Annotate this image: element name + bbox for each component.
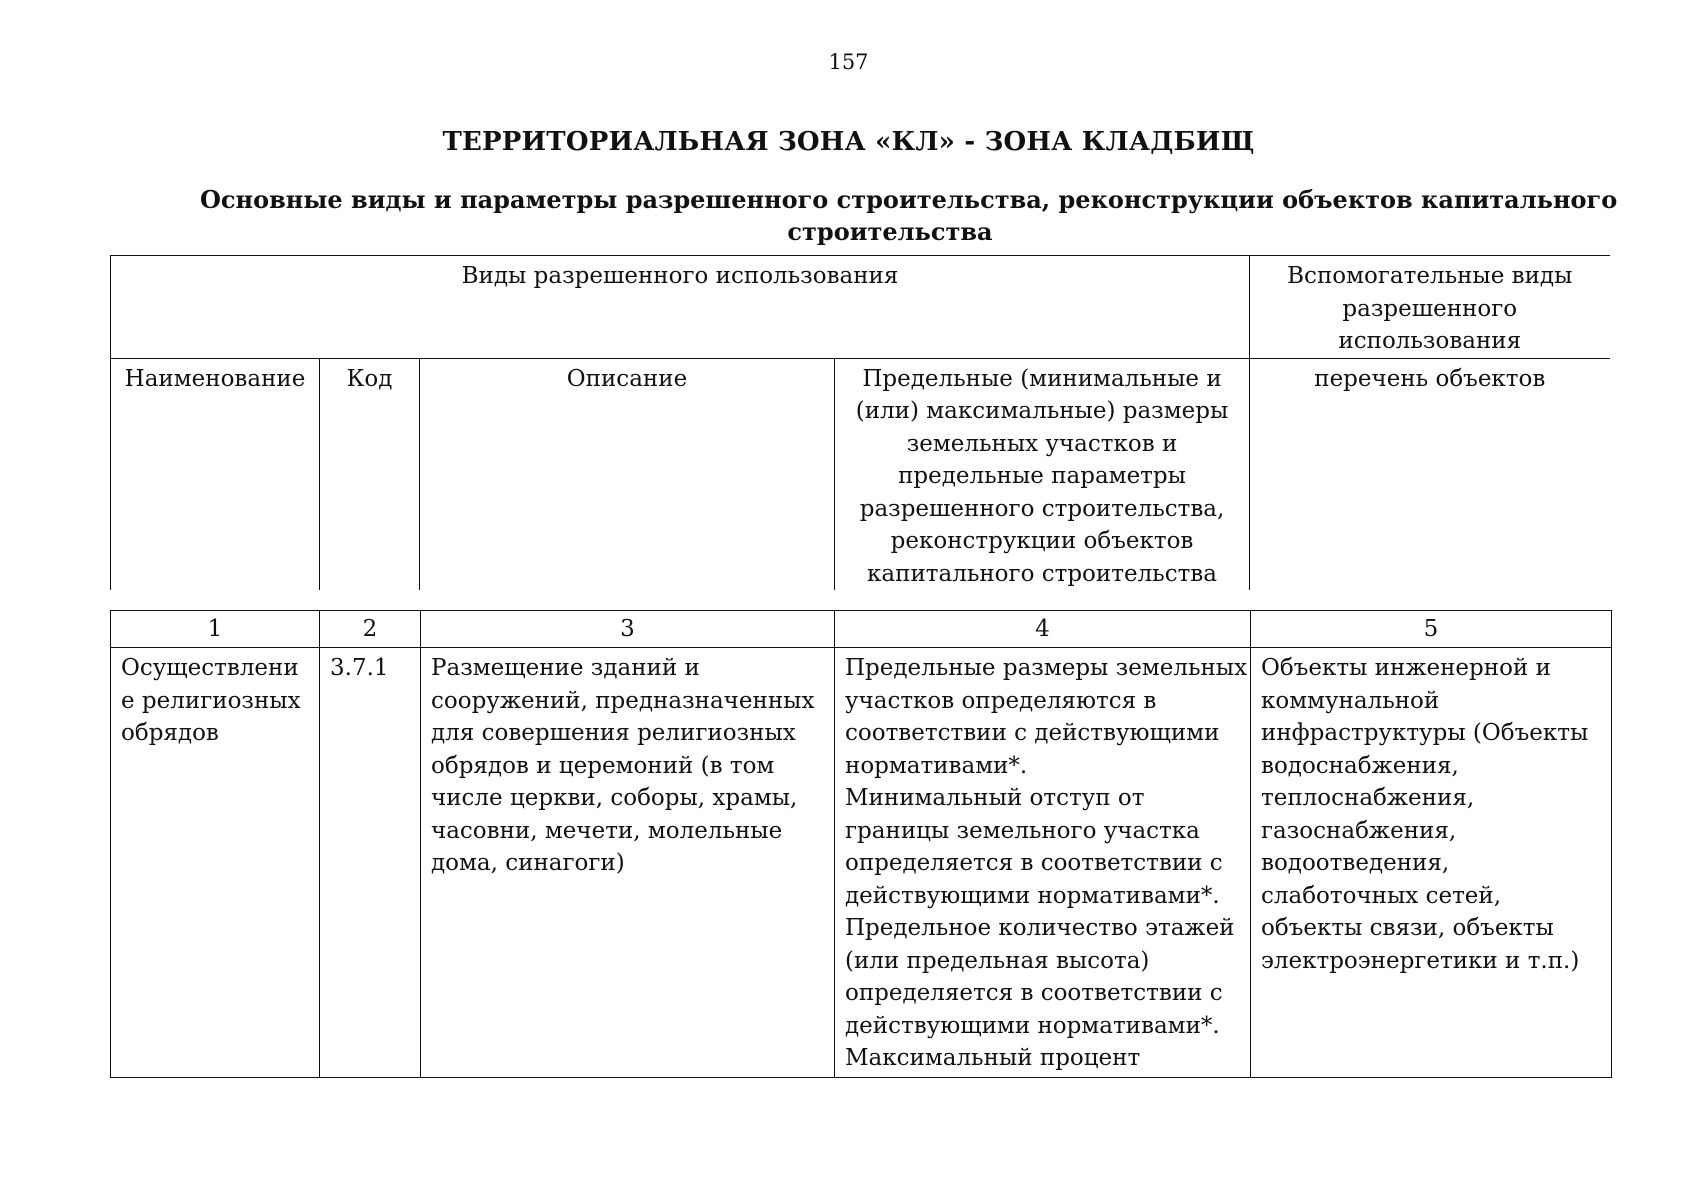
name-column-header: Наименование (111, 358, 320, 590)
auxiliary-objects-cell: Объекты инженерной и коммунальной инфраструктуры (Объекты водоснабжения, теплоснабжения, газоснабжения, водоотведения, слаботочных сетей, объекты связи, объекты электроэнергетики и т.п.) (1251, 648, 1612, 1078)
section-title (200, 184, 1618, 248)
zone-title: ТЕРРИТОРИАЛЬНАЯ ЗОНА «КЛ» - ЗОНА КЛАДБИЩ (442, 127, 1255, 157)
use-code-cell: 3.7.1 (320, 648, 421, 1078)
use-limits-cell: Предельные размеры земельных участков определяются в соответствии с действующими нормативами*. Минимальный отступ от границы земельного участка определяется в соответствии с действующими нормативами*. Предельное количество этажей (или предельная высота) определяется в соответствии с действующими нормативами*. Максимальный процент (835, 648, 1251, 1078)
column-number-5: 5 (1251, 611, 1612, 648)
objects-list-column-header: перечень объектов (1250, 358, 1610, 590)
body-table (110, 610, 1612, 1078)
column-number-3: 3 (421, 611, 835, 648)
section-title-line-1: Основные виды и параметры разрешенного строительства, реконструкции объектов капитального (200, 185, 1618, 214)
column-number-1: 1 (111, 611, 320, 648)
permitted-uses-header: Виды разрешенного использования (111, 256, 1250, 359)
column-number-2: 2 (320, 611, 421, 648)
column-number-4: 4 (835, 611, 1251, 648)
section-title-line-2: строительства (787, 217, 993, 246)
page-number: 157 (828, 50, 869, 74)
table-row (111, 648, 1612, 1078)
description-column-header: Описание (420, 358, 835, 590)
use-name-cell: Осуществлени е религиозных обрядов (111, 648, 320, 1078)
code-column-header: Код (320, 358, 420, 590)
auxiliary-uses-header: Вспомогательные виды разрешенного использования (1250, 256, 1610, 359)
header-table (110, 255, 1610, 590)
limits-column-header: Предельные (минимальные и (или) максимальные) размеры земельных участков и предельные параметры разрешенного строительства, реконструкции объектов капитального строительства (835, 358, 1250, 590)
use-description-cell: Размещение зданий и сооружений, предназначенных для совершения религиозных обрядов и церемоний (в том числе церкви, соборы, храмы, часовни, мечети, молельные дома, синагоги) (421, 648, 835, 1078)
